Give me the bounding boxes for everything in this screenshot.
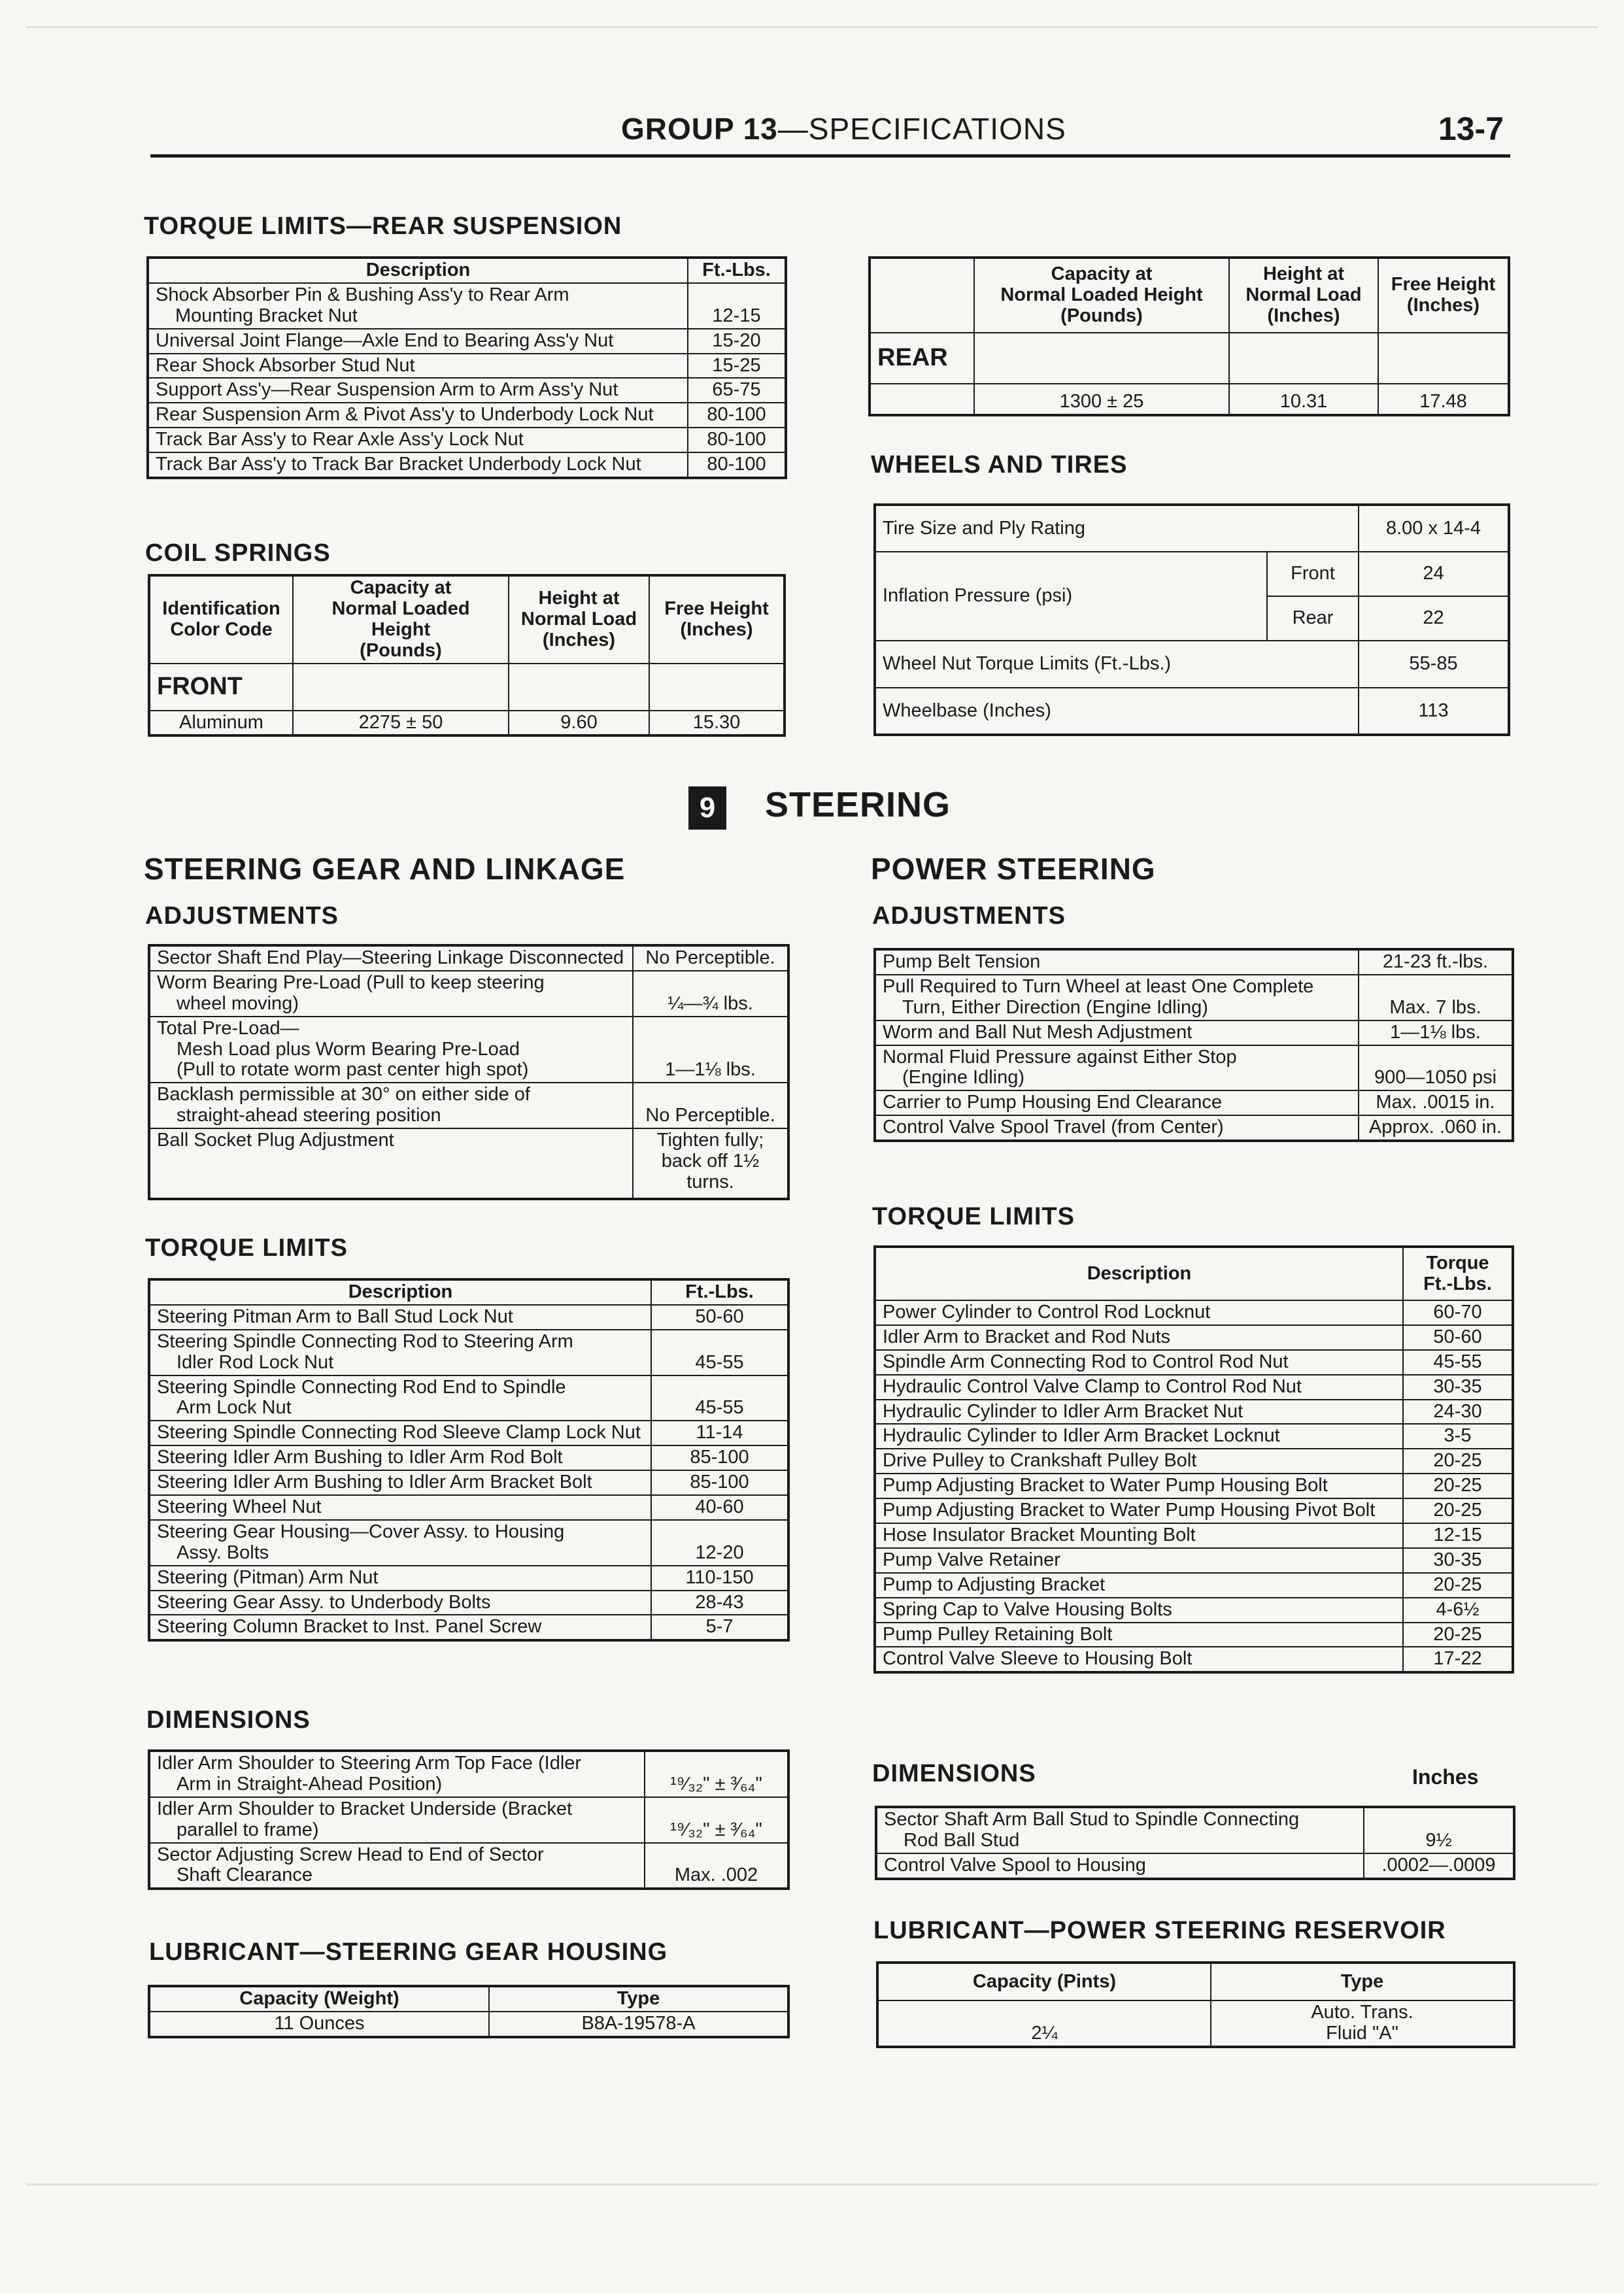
col-description: Description — [148, 258, 688, 283]
row-desc-cont: Idler Rod Lock Nut — [177, 1351, 334, 1373]
row-desc: Rear Suspension Arm & Pivot Ass'y to Underbody Lock Nut — [148, 403, 688, 428]
row-value-cont: back off 1½ turns. — [661, 1151, 760, 1192]
table-row — [149, 1128, 788, 1199]
row-desc: Pump to Adjusting Bracket — [875, 1573, 1403, 1598]
dimensions-left-table — [148, 1749, 790, 1890]
torque-rear-table — [146, 256, 787, 479]
capacity-value: 11 Ounces — [149, 2012, 489, 2037]
wheels-heading: WHEELS AND TIRES — [871, 451, 1128, 479]
page-header — [150, 105, 1510, 158]
row-value: No Perceptible. — [633, 945, 788, 971]
coil-springs-table — [148, 574, 786, 737]
table-row — [875, 1498, 1513, 1523]
table-row — [875, 1325, 1513, 1350]
table-row — [149, 2012, 788, 2037]
group-row — [870, 333, 1509, 384]
section-number-badge: 9 — [688, 786, 726, 830]
table-header-row — [148, 258, 786, 283]
row-value: 20-25 — [1403, 1498, 1513, 1523]
row-value: 9½ — [1364, 1807, 1514, 1853]
row-desc: Normal Fluid Pressure against Either Stop — [883, 1046, 1237, 1068]
table-row — [149, 1797, 788, 1843]
row-desc: Pump Adjusting Bracket to Water Pump Housing Bolt — [875, 1474, 1403, 1498]
row-value: 20-25 — [1403, 1623, 1513, 1647]
wheelbase-value: 113 — [1359, 688, 1509, 735]
col-type: Type — [1211, 1963, 1514, 2000]
row-desc: Sector Shaft Arm Ball Stud to Spindle Connecting — [884, 1809, 1300, 1830]
table-row — [875, 975, 1513, 1020]
row-desc: Pump Valve Retainer — [875, 1548, 1403, 1573]
table-row — [875, 1424, 1513, 1449]
row-value: 85-100 — [651, 1470, 788, 1495]
row-value: 4-6½ — [1403, 1598, 1513, 1623]
table-row — [149, 1083, 788, 1128]
section-title: STEERING — [765, 785, 951, 824]
row-value: 20-25 — [1403, 1449, 1513, 1474]
row-desc: Rear Shock Absorber Stud Nut — [148, 354, 688, 379]
table-row — [875, 1115, 1513, 1141]
row-desc: Steering Spindle Connecting Rod End to Spindle — [157, 1376, 566, 1398]
row-desc: Pull Required to Turn Wheel at least One Complete — [883, 975, 1314, 997]
table-row — [148, 283, 786, 329]
row-desc: Idler Arm to Bracket and Rod Nuts — [875, 1325, 1403, 1350]
row-value: .0002—.0009 — [1364, 1853, 1514, 1879]
table-row — [148, 354, 786, 379]
torque-rear-heading: TORQUE LIMITS—REAR SUSPENSION — [144, 212, 622, 240]
power-adjustments-table — [873, 948, 1514, 1142]
row-desc: Steering Idler Arm Bushing to Idler Arm Rod Bolt — [149, 1445, 651, 1470]
table-row — [149, 945, 788, 971]
row-desc: Steering Column Bracket to Inst. Panel Screw — [149, 1615, 651, 1640]
table-row — [875, 1020, 1513, 1045]
table-row — [149, 1751, 788, 1797]
wheel-nut-value: 55-85 — [1359, 641, 1509, 688]
row-desc: Sector Shaft End Play—Steering Linkage Disconnected — [149, 945, 633, 971]
col-description: Description — [875, 1247, 1403, 1300]
gear-linkage-heading: STEERING GEAR AND LINKAGE — [144, 852, 626, 886]
table-row — [875, 1350, 1513, 1375]
table-row — [876, 1853, 1514, 1879]
table-row — [148, 329, 786, 354]
table-row — [875, 1573, 1513, 1598]
row-desc: Steering Spindle Connecting Rod to Steering Arm — [157, 1330, 573, 1352]
row-desc-cont: (Pull to rotate worm past center high spot) — [177, 1059, 529, 1081]
row-desc-cont: wheel moving) — [177, 992, 299, 1014]
table-row — [875, 1449, 1513, 1474]
table-row — [148, 452, 786, 478]
row-desc: Universal Joint Flange—Axle End to Bearing Ass'y Nut — [148, 329, 688, 354]
inflation-front-value: 24 — [1359, 552, 1509, 596]
row-desc-cont: Rod Ball Stud — [904, 1829, 1020, 1851]
dimensions-right-heading: DIMENSIONS — [872, 1760, 1036, 1787]
row-desc: Sector Adjusting Screw Head to End of Sector — [157, 1844, 544, 1865]
row-desc: Pump Adjusting Bracket to Water Pump Housing Pivot Bolt — [875, 1498, 1403, 1523]
row-free: 17.48 — [1378, 384, 1509, 415]
row-desc: Steering Gear Assy. to Underbody Bolts — [149, 1591, 651, 1615]
table-row — [876, 1807, 1514, 1853]
row-value: 30-35 — [1403, 1548, 1513, 1573]
lube-power-heading: LUBRICANT—POWER STEERING RESERVOIR — [873, 1917, 1446, 1944]
row-value: 45-55 — [651, 1330, 788, 1375]
row-desc-cont: Assy. Bolts — [177, 1542, 269, 1563]
row-desc-cont: Shaft Clearance — [177, 1864, 313, 1886]
row-value: 5-7 — [651, 1615, 788, 1640]
row-desc: Pump Belt Tension — [875, 949, 1359, 975]
inflation-rear-value: 22 — [1359, 596, 1509, 641]
col-description: Description — [149, 1279, 651, 1305]
row-desc: Control Valve Spool to Housing — [876, 1853, 1364, 1879]
col-free-height: Free Height (Inches) — [1378, 258, 1509, 333]
row-value: 50-60 — [651, 1305, 788, 1330]
type-value: Auto. Trans. Fluid "A" — [1211, 2000, 1514, 2047]
table-header-row — [149, 1279, 788, 1305]
row-height: 9.60 — [509, 711, 649, 736]
col-ftlbs: Ft.-Lbs. — [688, 258, 786, 283]
table-row — [875, 1548, 1513, 1573]
table-row — [877, 2000, 1514, 2047]
table-row — [149, 1470, 788, 1495]
row-value: 45-55 — [1403, 1350, 1513, 1375]
dimensions-left-heading: DIMENSIONS — [146, 1706, 311, 1734]
row-desc: Worm and Ball Nut Mesh Adjustment — [875, 1020, 1359, 1045]
row-value: 1—1⅛ lbs. — [1359, 1020, 1513, 1045]
inflation-rear-label: Rear — [1267, 596, 1359, 641]
dimensions-unit-label: Inches — [1412, 1765, 1479, 1789]
row-value: ¼—¾ lbs. — [633, 971, 788, 1017]
row-desc-cont: Mounting Bracket Nut — [175, 305, 358, 326]
capacity-value: 2¼ — [877, 2000, 1211, 2047]
table-row — [870, 384, 1509, 415]
row-desc-cont: (Engine Idling) — [902, 1067, 1024, 1088]
table-row — [149, 1375, 788, 1421]
table-header-row — [870, 258, 1509, 333]
lube-power-table — [876, 1961, 1515, 2048]
row-desc: Spring Cap to Valve Housing Bolts — [875, 1598, 1403, 1623]
table-row — [875, 1523, 1513, 1548]
row-desc: Power Cylinder to Control Rod Locknut — [875, 1300, 1403, 1325]
row-value: 15-20 — [688, 329, 786, 354]
bottom-edge-line — [26, 2184, 1598, 2185]
table-row — [875, 552, 1509, 596]
row-value: Max. 7 lbs. — [1359, 975, 1513, 1020]
table-row — [875, 1300, 1513, 1325]
row-desc: Carrier to Pump Housing End Clearance — [875, 1090, 1359, 1115]
row-desc: Control Valve Spool Travel (from Center) — [875, 1115, 1359, 1141]
power-steering-heading: POWER STEERING — [871, 852, 1156, 886]
table-row — [149, 1445, 788, 1470]
row-value: 80-100 — [688, 428, 786, 452]
row-desc: Ball Socket Plug Adjustment — [149, 1128, 633, 1199]
row-value: 28-43 — [651, 1591, 788, 1615]
row-desc: Steering Gear Housing—Cover Assy. to Housing — [157, 1521, 565, 1542]
row-value: 110-150 — [651, 1566, 788, 1591]
wheel-nut-label: Wheel Nut Torque Limits (Ft.-Lbs.) — [875, 641, 1359, 688]
row-desc: Backlash permissible at 30° on either side of — [157, 1084, 530, 1105]
table-row — [149, 1017, 788, 1083]
row-desc: Spindle Arm Connecting Rod to Control Rod Nut — [875, 1350, 1403, 1375]
row-desc: Steering (Pitman) Arm Nut — [149, 1566, 651, 1591]
gear-adjustments-table — [148, 944, 790, 1200]
table-row — [149, 1591, 788, 1615]
row-desc: Track Bar Ass'y to Track Bar Bracket Underbody Lock Nut — [148, 452, 688, 478]
table-row — [149, 1330, 788, 1375]
torque-power-heading: TORQUE LIMITS — [872, 1203, 1075, 1230]
row-desc: Idler Arm Shoulder to Bracket Underside (Bracket — [157, 1798, 573, 1819]
col-type: Type — [489, 1986, 788, 2012]
table-row — [149, 1305, 788, 1330]
gear-adjustments-heading: ADJUSTMENTS — [145, 902, 339, 930]
row-free: 15.30 — [649, 711, 785, 736]
row-value: 40-60 — [651, 1495, 788, 1520]
group-row — [149, 664, 785, 711]
lube-gear-table — [148, 1985, 790, 2038]
row-value: 3-5 — [1403, 1424, 1513, 1449]
row-desc: Hose Insulator Bracket Mounting Bolt — [875, 1523, 1403, 1548]
row-value: 30-35 — [1403, 1375, 1513, 1400]
table-row — [149, 1566, 788, 1591]
row-value: Max. .002 — [645, 1843, 788, 1889]
col-height: Height at Normal Load (Inches) — [509, 575, 649, 664]
row-value: No Perceptible. — [633, 1083, 788, 1128]
row-height: 10.31 — [1229, 384, 1378, 415]
row-desc: Worm Bearing Pre-Load (Pull to keep steering — [157, 971, 545, 993]
table-row — [875, 641, 1509, 688]
row-value: 12-20 — [651, 1520, 788, 1566]
table-row — [149, 1495, 788, 1520]
row-value: 1—1⅛ lbs. — [633, 1017, 788, 1083]
table-row — [875, 1400, 1513, 1425]
row-value: 60-70 — [1403, 1300, 1513, 1325]
table-row — [148, 428, 786, 452]
row-capacity: 1300 ± 25 — [974, 384, 1229, 415]
type-value: B8A-19578-A — [489, 2012, 788, 2037]
group-rear-label: REAR — [870, 333, 974, 384]
table-row — [149, 1421, 788, 1445]
row-desc: Total Pre-Load— — [157, 1017, 299, 1039]
page-title: GROUP 13—SPECIFICATIONS — [621, 112, 1066, 146]
table-row — [149, 1520, 788, 1566]
inflation-label: Inflation Pressure (psi) — [875, 552, 1267, 641]
table-row — [875, 1647, 1513, 1672]
row-value: Max. .0015 in. — [1359, 1090, 1513, 1115]
torque-steering-heading: TORQUE LIMITS — [145, 1234, 348, 1262]
table-row — [149, 971, 788, 1017]
row-value: 12-15 — [688, 283, 786, 329]
wheels-table — [873, 503, 1510, 736]
col-capacity: Capacity (Pints) — [877, 1963, 1211, 2000]
row-value: 50-60 — [1403, 1325, 1513, 1350]
row-desc-cont: Turn, Either Direction (Engine Idling) — [902, 996, 1208, 1018]
row-desc: Hydraulic Cylinder to Idler Arm Bracket Locknut — [875, 1424, 1403, 1449]
row-value: ¹⁹⁄₃₂" ± ³⁄₆₄" — [645, 1797, 788, 1843]
table-row — [875, 505, 1509, 552]
row-desc: Steering Wheel Nut — [149, 1495, 651, 1520]
row-value: 45-55 — [651, 1375, 788, 1421]
table-row — [875, 1375, 1513, 1400]
table-row — [875, 1474, 1513, 1498]
col-free-height: Free Height (Inches) — [649, 575, 785, 664]
row-value: 80-100 — [688, 452, 786, 478]
tire-size-value: 8.00 x 14-4 — [1359, 505, 1509, 552]
row-capacity: 2275 ± 50 — [293, 711, 509, 736]
row-value: 11-14 — [651, 1421, 788, 1445]
row-value: Approx. .060 in. — [1359, 1115, 1513, 1141]
row-value: 24-30 — [1403, 1400, 1513, 1425]
col-identification: Identification Color Code — [149, 575, 293, 664]
col-capacity: Capacity (Weight) — [149, 1986, 489, 2012]
torque-steering-table — [148, 1278, 790, 1642]
lube-gear-heading: LUBRICANT—STEERING GEAR HOUSING — [149, 1938, 668, 1966]
table-row — [149, 711, 785, 736]
row-desc: Steering Idler Arm Bushing to Idler Arm Bracket Bolt — [149, 1470, 651, 1495]
table-header-row — [877, 1963, 1514, 2000]
row-value: 80-100 — [688, 403, 786, 428]
row-desc: Steering Pitman Arm to Ball Stud Lock Nut — [149, 1305, 651, 1330]
group-front-label: FRONT — [149, 664, 293, 711]
row-value: Tighten fully; — [656, 1130, 764, 1151]
row-desc: Shock Absorber Pin & Bushing Ass'y to Rear Arm — [156, 284, 569, 305]
col-capacity: Capacity at Normal Loaded Height (Pounds) — [293, 575, 509, 664]
coil-springs-heading: COIL SPRINGS — [145, 539, 331, 567]
row-value: 20-25 — [1403, 1474, 1513, 1498]
power-adjustments-heading: ADJUSTMENTS — [872, 902, 1066, 930]
table-row — [875, 1045, 1513, 1091]
row-desc: Pump Pulley Retaining Bolt — [875, 1623, 1403, 1647]
row-value: ¹⁹⁄₃₂" ± ³⁄₆₄" — [645, 1751, 788, 1797]
row-desc: Steering Spindle Connecting Rod Sleeve Clamp Lock Nut — [149, 1421, 651, 1445]
row-value: 15-25 — [688, 354, 786, 379]
table-row — [148, 378, 786, 403]
row-desc: Drive Pulley to Crankshaft Pulley Bolt — [875, 1449, 1403, 1474]
top-edge-line — [26, 26, 1598, 28]
row-value: 20-25 — [1403, 1573, 1513, 1598]
row-value: 17-22 — [1403, 1647, 1513, 1672]
table-header-row — [875, 1247, 1513, 1300]
row-desc-cont: parallel to frame) — [177, 1819, 319, 1840]
table-header-row — [149, 1986, 788, 2012]
row-value: 21-23 ft.-lbs. — [1359, 949, 1513, 975]
inflation-front-label: Front — [1267, 552, 1359, 596]
row-desc-cont: straight-ahead steering position — [177, 1105, 441, 1126]
row-value: 65-75 — [688, 378, 786, 403]
row-desc: Control Valve Sleeve to Housing Bolt — [875, 1647, 1403, 1672]
row-desc-cont: Arm in Straight-Ahead Position) — [177, 1773, 443, 1795]
row-desc: Hydraulic Cylinder to Idler Arm Bracket Nut — [875, 1400, 1403, 1425]
dimensions-right-table — [875, 1806, 1515, 1880]
col-height: Height at Normal Load (Inches) — [1229, 258, 1378, 333]
row-desc: Support Ass'y—Rear Suspension Arm to Arm Ass'y Nut — [148, 378, 688, 403]
table-row — [875, 1598, 1513, 1623]
rear-springs-table — [868, 256, 1510, 416]
row-desc: Track Bar Ass'y to Rear Axle Ass'y Lock Nut — [148, 428, 688, 452]
torque-power-table — [873, 1245, 1514, 1674]
tire-size-label: Tire Size and Ply Rating — [875, 505, 1359, 552]
row-value: 12-15 — [1403, 1523, 1513, 1548]
wheelbase-label: Wheelbase (Inches) — [875, 688, 1359, 735]
col-capacity: Capacity at Normal Loaded Height (Pounds) — [974, 258, 1229, 333]
table-row — [875, 949, 1513, 975]
table-row — [875, 1090, 1513, 1115]
row-desc: Hydraulic Control Valve Clamp to Control Rod Nut — [875, 1375, 1403, 1400]
row-desc-cont: Mesh Load plus Worm Bearing Pre-Load — [177, 1038, 520, 1060]
table-header-row — [149, 575, 785, 664]
col-ftlbs: Ft.-Lbs. — [651, 1279, 788, 1305]
col-torque: Torque Ft.-Lbs. — [1403, 1247, 1513, 1300]
row-desc-cont: Arm Lock Nut — [177, 1397, 292, 1419]
row-value: 900—1050 psi — [1359, 1045, 1513, 1091]
table-row — [149, 1615, 788, 1640]
table-row — [875, 688, 1509, 735]
table-row — [149, 1843, 788, 1889]
table-row — [148, 403, 786, 428]
row-value: 85-100 — [651, 1445, 788, 1470]
row-desc: Idler Arm Shoulder to Steering Arm Top Face (Idler — [157, 1753, 582, 1774]
table-row — [875, 1623, 1513, 1647]
page-number: 13-7 — [1438, 110, 1504, 147]
row-color: Aluminum — [149, 711, 293, 736]
